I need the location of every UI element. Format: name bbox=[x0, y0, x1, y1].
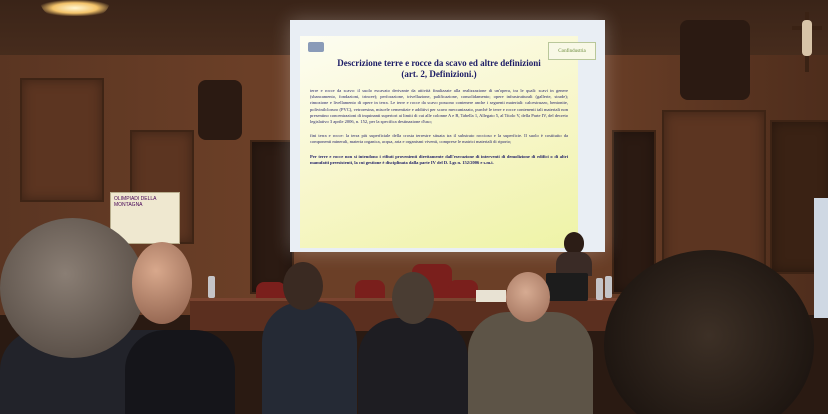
wall-panel-inset bbox=[680, 20, 750, 100]
wall-panel bbox=[20, 78, 104, 202]
slide-logo-left-icon bbox=[308, 42, 324, 52]
slide-paragraph-1: terre e rocce da scavo: il suolo escavato derivante da attività finalizzate alla realizzazione di un'opera, tra le quali: scavi in genere (sbancamento, fondazioni, trincee); perforazione, trivellazione, palificazione, consolidamento; opere infrastrutturali (gallerie, strade); rimozione e livellamento di opere in terra. Le terre e rocce da scavo possono contenere anche i seguenti materiali: calcestruzzo, bentonite, polivinilcloruro (PVC), vetroresina, miscele cementizie e additivi per scavo meccanizzato, purché le terre e rocce contenenti tali materiali non presentino concentrazioni di inquinanti superiori ai limiti di cui alle colonne A e B, Tabella 1, Allegato 5, al Titolo V, della Parte IV, del decreto legislativo 3 aprile 2006, n. 152, per la specifica destinazione d'uso; bbox=[310, 88, 568, 125]
water-bottle bbox=[605, 276, 612, 298]
crucifix bbox=[792, 12, 822, 72]
water-bottle bbox=[596, 278, 603, 300]
wall-panel-inset bbox=[198, 80, 242, 140]
water-bottle bbox=[208, 276, 215, 298]
window-light bbox=[814, 198, 828, 318]
projected-slide bbox=[300, 36, 586, 248]
laptop bbox=[546, 273, 588, 301]
slide-title-line2: (art. 2, Definizioni.) bbox=[401, 69, 477, 79]
speaker bbox=[556, 232, 592, 276]
slide-paragraph-2: fini terra e rocce: la terra più superficiale della crosta terrestre situata tra il substrato roccioso e la superficie. Il suolo è costituito da componenti minerali, materia organica, acqua, aria e organismi viventi, comprese le matrici materiali di riporto; bbox=[310, 133, 568, 145]
slide-title bbox=[310, 58, 568, 80]
ceiling-lamp bbox=[40, 0, 110, 16]
slide-title-line1: Descrizione terre e rocce da scavo ed altre definizioni bbox=[337, 58, 541, 68]
nameplate bbox=[476, 290, 506, 302]
event-sign-text: OLIMPIADI DELLA MONTAGNA bbox=[114, 196, 157, 208]
slide-paragraph-3: Per terre e rocce non si intendono i rifiuti provenienti direttamente dall'esecuzione di interventi di demolizione di edifici o di altri manufatti preesistenti, la cui gestione è disciplinata dalla parte IV del D. Lgs n. 152/2006 e s.m.i. bbox=[310, 153, 568, 165]
slide-logo-right: Confindustria bbox=[548, 42, 596, 60]
